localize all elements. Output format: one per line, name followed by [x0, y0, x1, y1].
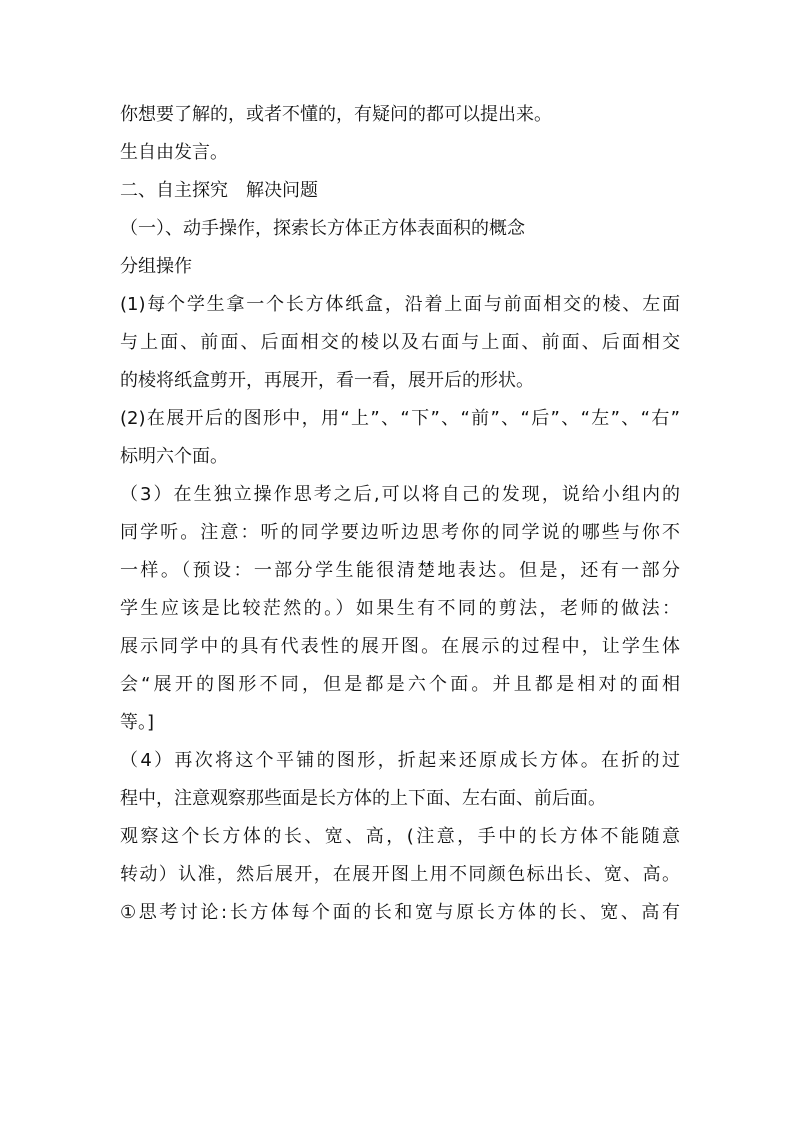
text-line: 一样。（预设：一部分学生能很清楚地表达。但是，还有一部分	[120, 560, 680, 581]
section-heading: 二、自主探究 解决问题	[120, 180, 318, 201]
text-line: 学生应该是比较茫然的。）如果生有不同的剪法，老师的做法：	[120, 598, 680, 619]
text-line: 会“展开的图形不同，但是都是六个面。并且都是相对的面相	[120, 674, 680, 695]
text-line: 等。]	[120, 712, 155, 733]
subsection-heading: （一）、动手操作，探索长方体正方体表面积的概念	[120, 218, 525, 239]
text-line: 标明六个面。	[120, 446, 228, 467]
text-line: ①思考讨论:长方体每个面的长和宽与原长方体的长、宽、高有	[120, 902, 680, 923]
text-line: 的棱将纸盒剪开，再展开，看一看，展开后的形状。	[120, 370, 534, 391]
text-line: 分组操作	[120, 256, 192, 277]
text-line: 与上面、前面、后面相交的棱以及右面与上面、前面、后面相交	[120, 332, 680, 353]
document-body	[120, 96, 680, 932]
text-line: （3）在生独立操作思考之后,可以将自己的发现，说给小组内的	[120, 484, 680, 505]
text-line: （4）再次将这个平铺的图形，折起来还原成长方体。在折的过	[120, 750, 680, 771]
text-line: 观察这个长方体的长、宽、高，(注意，手中的长方体不能随意	[120, 826, 680, 847]
text-line: 展示同学中的具有代表性的展开图。在展示的过程中，让学生体	[120, 636, 680, 657]
text-line: (2)在展开后的图形中，用“上”、“下”、“前”、“后”、“左”、“右”	[120, 408, 680, 429]
text-line: 生自由发言。	[120, 142, 228, 163]
text-line: (1)每个学生拿一个长方体纸盒，沿着上面与前面相交的棱、左面	[120, 294, 680, 315]
text-line: 你想要了解的，或者不懂的，有疑问的都可以提出来。	[120, 104, 552, 125]
text-line: 同学听。注意：听的同学要边听边思考你的同学说的哪些与你不	[120, 522, 680, 543]
text-line: 程中，注意观察那些面是长方体的上下面、左右面、前后面。	[120, 788, 606, 809]
text-line: 转动）认准，然后展开，在展开图上用不同颜色标出长、宽、高。	[120, 864, 680, 885]
